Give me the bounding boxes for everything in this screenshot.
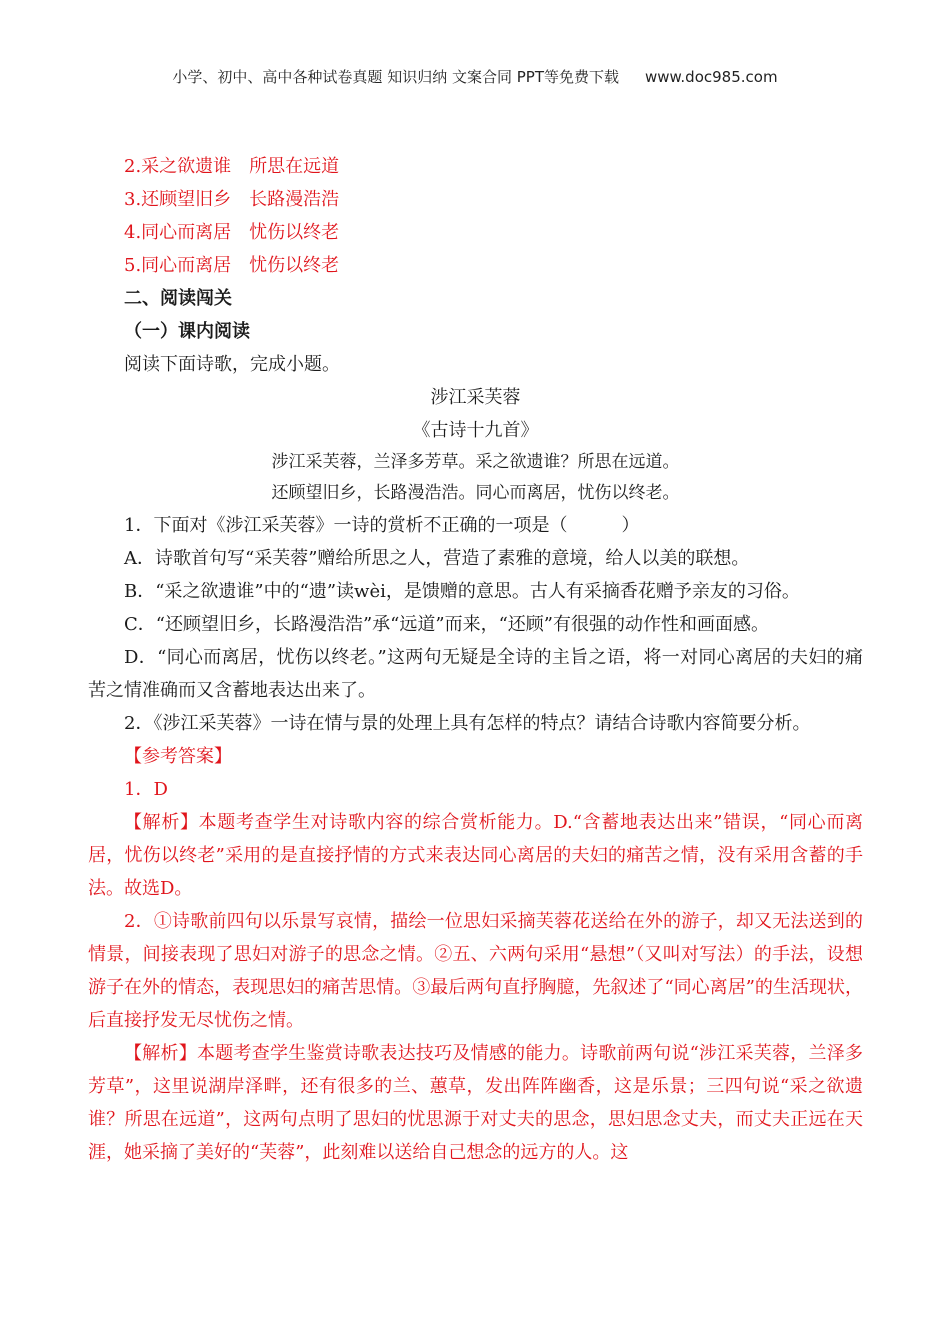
answer-line: 5.同心而离居 忧伤以终老 bbox=[124, 255, 340, 276]
poem-title: 涉江采芙蓉 bbox=[430, 387, 521, 408]
question1-stem: 1．下面对《涉江采芙蓉》一诗的赏析不正确的一项是（ ） bbox=[124, 515, 640, 536]
question2-stem: 2．《涉江采芙蓉》一诗在情与景的处理上具有怎样的特点？请结合诗歌内容简要分析。 bbox=[124, 713, 811, 734]
section-title: 二、阅读闯关 bbox=[124, 288, 232, 309]
page-header bbox=[0, 66, 950, 87]
poem-line: 涉江采芙蓉，兰泽多芳草。采之欲遗谁？所思在远道。 bbox=[271, 452, 680, 472]
header-url[interactable]: www.doc985.com bbox=[644, 68, 778, 86]
question1-option-b: B．“采之欲遗谁”中的“遗”读wèi，是馈赠的意思。古人有采摘香花赠予亲友的习俗。 bbox=[124, 581, 800, 602]
answer-line: 3.还顾望旧乡 长路漫浩浩 bbox=[124, 189, 340, 210]
reference-answer1: 1．D bbox=[124, 779, 168, 800]
reference-analysis1: 【解析】本题考查学生对诗歌内容的综合赏析能力。D.“含蓄地表达出来”错误，“同心而离居，忧伤以终老”采用的是直接抒情的方式来表达同心离居的夫妇的痛苦之情，没有采用含蓄的手法。故选D。 bbox=[88, 812, 863, 899]
question1-option-a: A．诗歌首句写“采芙蓉”赠给所思之人，营造了素雅的意境，给人以美的联想。 bbox=[124, 548, 750, 569]
instruction: 阅读下面诗歌，完成小题。 bbox=[124, 354, 340, 375]
question1-option-d: D．“同心而离居，忧伤以终老。”这两句无疑是全诗的主旨之语，将一对同心离居的夫妇的痛苦之情准确而又含蓄地表达出来了。 bbox=[88, 647, 863, 701]
answer-line: 2.采之欲遗谁 所思在远道 bbox=[124, 156, 340, 177]
answer-line: 4.同心而离居 忧伤以终老 bbox=[124, 222, 340, 243]
poem-line: 还顾望旧乡，长路漫浩浩。同心而离居，忧伤以终老。 bbox=[271, 483, 680, 503]
document-body bbox=[88, 150, 863, 1169]
reference-heading: 【参考答案】 bbox=[124, 746, 232, 767]
poem-source: 《古诗十九首》 bbox=[412, 420, 539, 441]
header-text: 小学、初中、高中各种试卷真题 知识归纳 文案合同 PPT等免费下载 bbox=[172, 68, 619, 86]
reference-answer2: 2．①诗歌前四句以乐景写哀情，描绘一位思妇采摘芙蓉花送给在外的游子，却又无法送到的情景，间接表现了思妇对游子的思念之情。②五、六两句采用“悬想”（又叫对写法）的手法，设想游子在外的情态，表现思妇的痛苦思情。③最后两句直抒胸臆，先叙述了“同心离居”的生活现状，后直接抒发无尽忧伤之情。 bbox=[88, 911, 863, 1031]
reference-analysis2: 【解析】本题考查学生鉴赏诗歌表达技巧及情感的能力。诗歌前两句说“涉江采芙蓉，兰泽多芳草”，这里说湖岸泽畔，还有很多的兰、蕙草，发出阵阵幽香，这是乐景；三四句说“采之欲遗谁？所思在远道”，这两句点明了思妇的忧思源于对丈夫的思念，思妇思念丈夫，而丈夫正远在天涯，她采摘了美好的“芙蓉”，此刻难以送给自己想念的远方的人。这 bbox=[88, 1043, 863, 1163]
subsection-title: （一）课内阅读 bbox=[124, 321, 250, 342]
question1-option-c: C．“还顾望旧乡，长路漫浩浩”承“远道”而来，“还顾”有很强的动作性和画面感。 bbox=[124, 614, 769, 635]
